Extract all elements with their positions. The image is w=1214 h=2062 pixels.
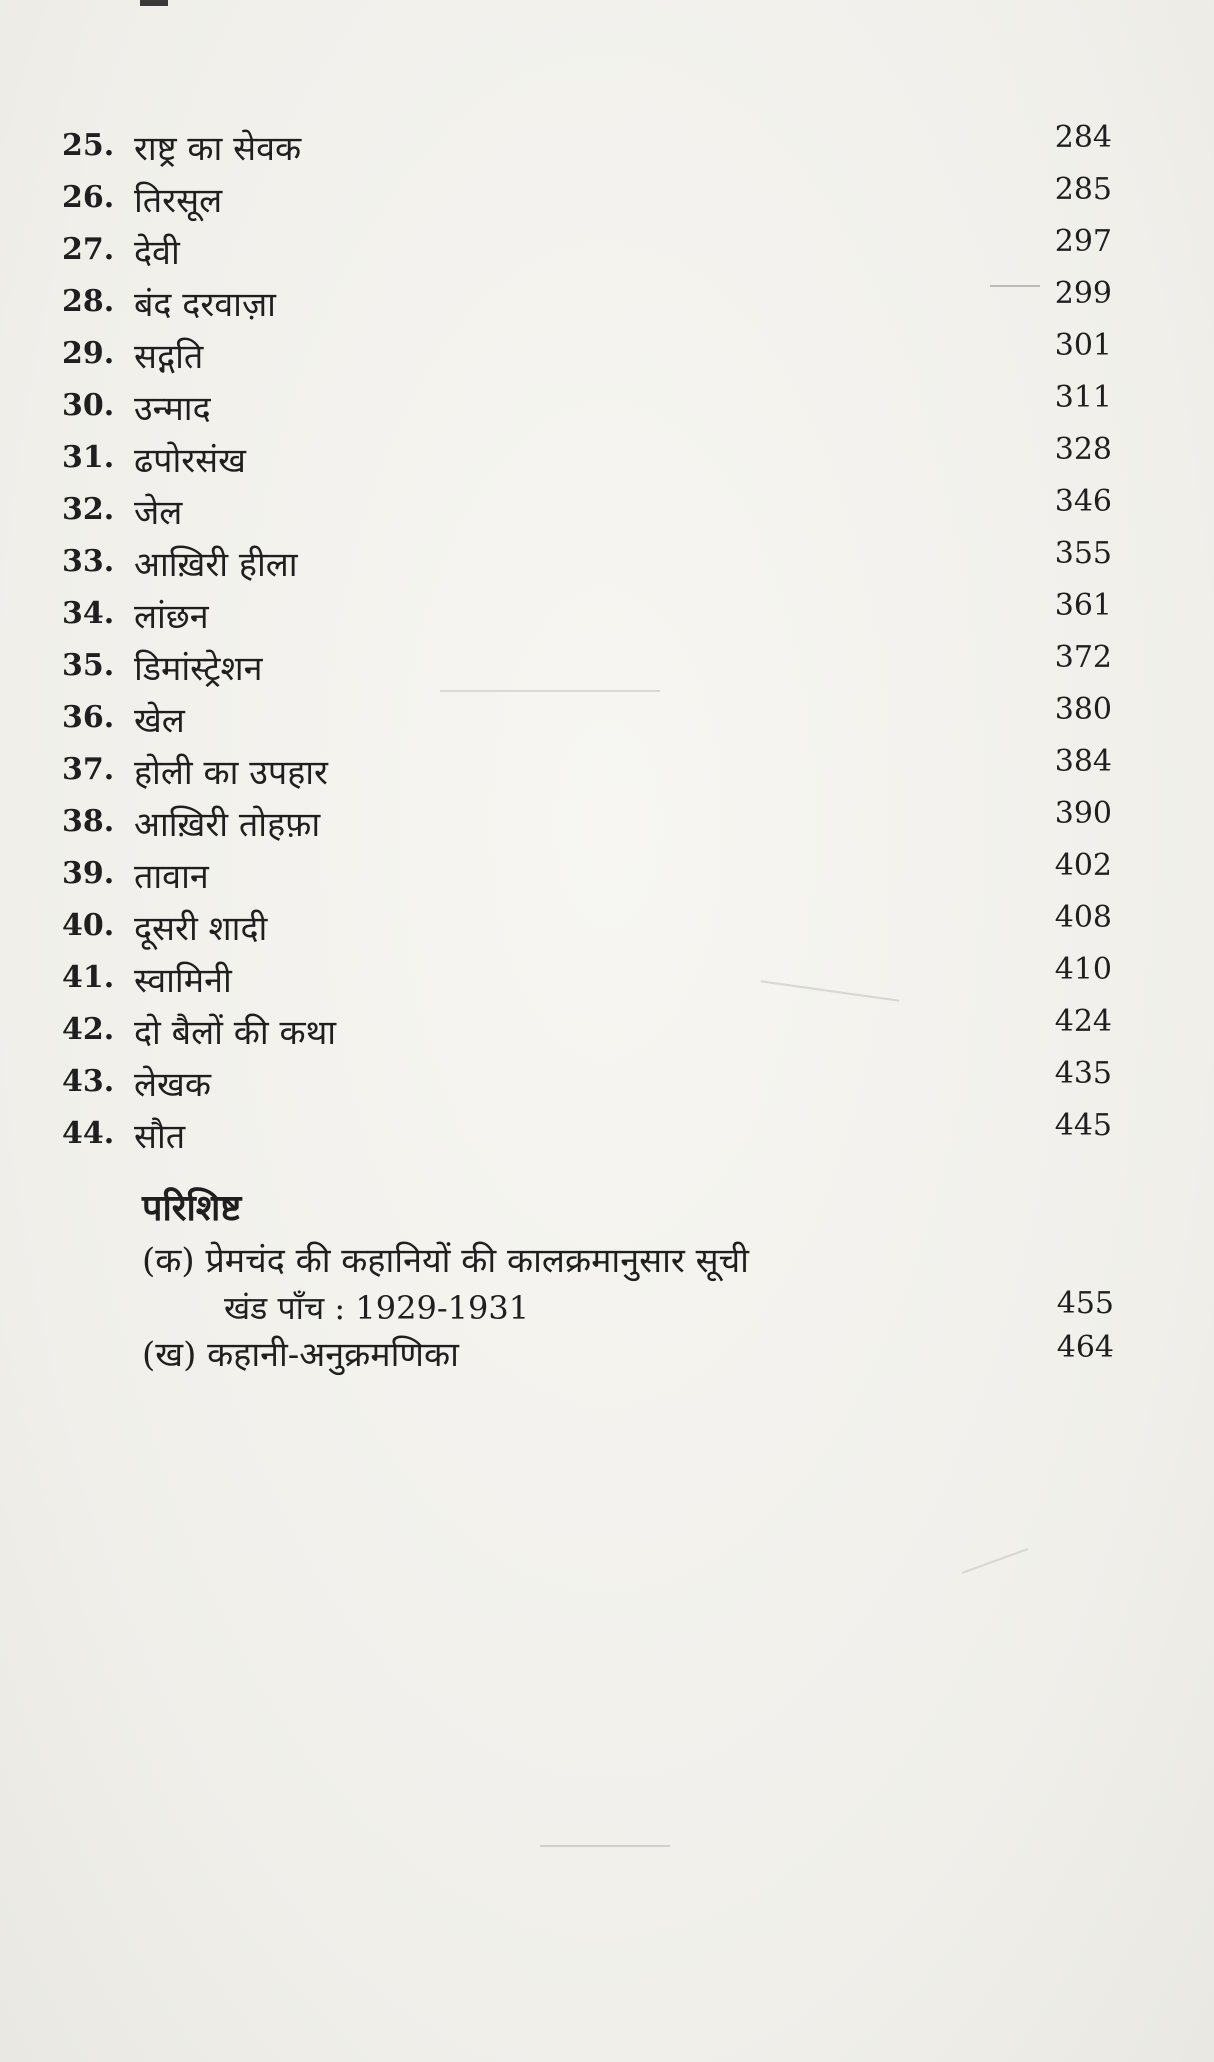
entry-number: 25. [62,128,115,163]
entry-page: 299 [1054,276,1112,311]
entry-page: 408 [1054,900,1112,935]
toc-entry [62,692,1122,744]
toc-entry [62,952,1122,1004]
entry-title: लेखक [134,1065,211,1105]
entry-page: 402 [1054,848,1112,883]
entry-page: 285 [1054,172,1112,207]
appendix-item-subtitle: खंड पाँच : 1929-1931 [224,1289,530,1327]
entry-title: उन्माद [134,389,211,429]
entry-title: बंद दरवाज़ा [134,285,276,325]
appendix-item-label: (क) प्रेमचंद की कहानियों की कालक्रमानुसार सूची [142,1241,749,1281]
entry-page: 361 [1054,588,1112,623]
entry-number: 35. [62,648,115,683]
entry-title: दो बैलों की कथा [134,1013,337,1053]
paper-speck [990,285,1040,287]
entry-title: दूसरी शादी [134,909,268,949]
entry-number: 44. [62,1116,115,1151]
entry-number: 42. [62,1012,115,1047]
entry-page: 424 [1054,1004,1112,1039]
entry-page: 297 [1054,224,1112,259]
appendix-item [142,1236,1122,1336]
entry-page: 372 [1054,640,1112,675]
entry-title: ढपोरसंख [134,441,246,481]
entry-number: 41. [62,960,115,995]
toc-entry [62,224,1122,276]
entry-number: 31. [62,440,115,475]
entry-number: 39. [62,856,115,891]
toc-entry [62,588,1122,640]
entry-title: राष्ट्र का सेवक [134,129,302,169]
entry-page: 390 [1054,796,1112,831]
entry-number: 36. [62,700,115,735]
entry-title: खेल [134,701,185,741]
toc-entry [62,1056,1122,1108]
entry-number: 28. [62,284,115,319]
entry-page: 284 [1054,120,1112,155]
paper-speck [540,1845,670,1847]
entry-page: 435 [1054,1056,1112,1091]
appendix-item-page: 455 [1056,1286,1114,1321]
entry-title: होली का उपहार [134,753,328,793]
entry-page: 346 [1054,484,1112,519]
entry-page: 380 [1054,692,1112,727]
entry-title: देवी [134,233,180,273]
toc-entry [62,1108,1122,1160]
entry-number: 34. [62,596,115,631]
entry-page: 328 [1054,432,1112,467]
paper-speck [440,690,660,692]
toc-entry [62,120,1122,172]
entry-number: 37. [62,752,115,787]
entry-title: सद्गति [134,337,204,377]
toc-entry [62,276,1122,328]
toc-entry [62,744,1122,796]
appendix-item-label: (ख) कहानी-अनुक्रमणिका [142,1335,459,1375]
appendix-item-page: 464 [1056,1330,1114,1365]
entry-page: 301 [1054,328,1112,363]
entry-number: 30. [62,388,115,423]
entry-number: 27. [62,232,115,267]
entry-title: सौत [134,1117,186,1157]
toc-entry [62,796,1122,848]
entry-title: आख़िरी तोहफ़ा [134,805,321,845]
toc-entry [62,1004,1122,1056]
entry-title: तावान [134,857,209,897]
appendix-heading: परिशिष्ट [142,1187,242,1229]
toc-entry [62,536,1122,588]
entry-page: 384 [1054,744,1112,779]
entry-title: डिमांस्ट्रेशन [134,649,263,689]
ink-mark [140,0,168,6]
entry-title: तिरसूल [134,181,223,221]
toc-entry [62,484,1122,536]
entry-title: जेल [134,493,183,533]
toc-entry [62,432,1122,484]
toc-entry [62,328,1122,380]
entry-page: 355 [1054,536,1112,571]
entry-number: 43. [62,1064,115,1099]
entry-number: 29. [62,336,115,371]
entry-number: 33. [62,544,115,579]
toc-entry [62,640,1122,692]
toc-entry [62,172,1122,224]
appendix-item [142,1330,1122,1380]
entry-title: आख़िरी हीला [134,545,298,585]
entry-page: 410 [1054,952,1112,987]
entry-page: 445 [1054,1108,1112,1143]
entry-number: 26. [62,180,115,215]
paper-speck [962,1548,1028,1574]
entry-page: 311 [1054,380,1112,415]
entry-number: 38. [62,804,115,839]
toc-entry [62,900,1122,952]
entry-title: स्वामिनी [134,961,232,1001]
toc-entry [62,848,1122,900]
entry-number: 40. [62,908,115,943]
entry-title: लांछन [134,597,209,637]
entry-number: 32. [62,492,115,527]
toc-entry [62,380,1122,432]
